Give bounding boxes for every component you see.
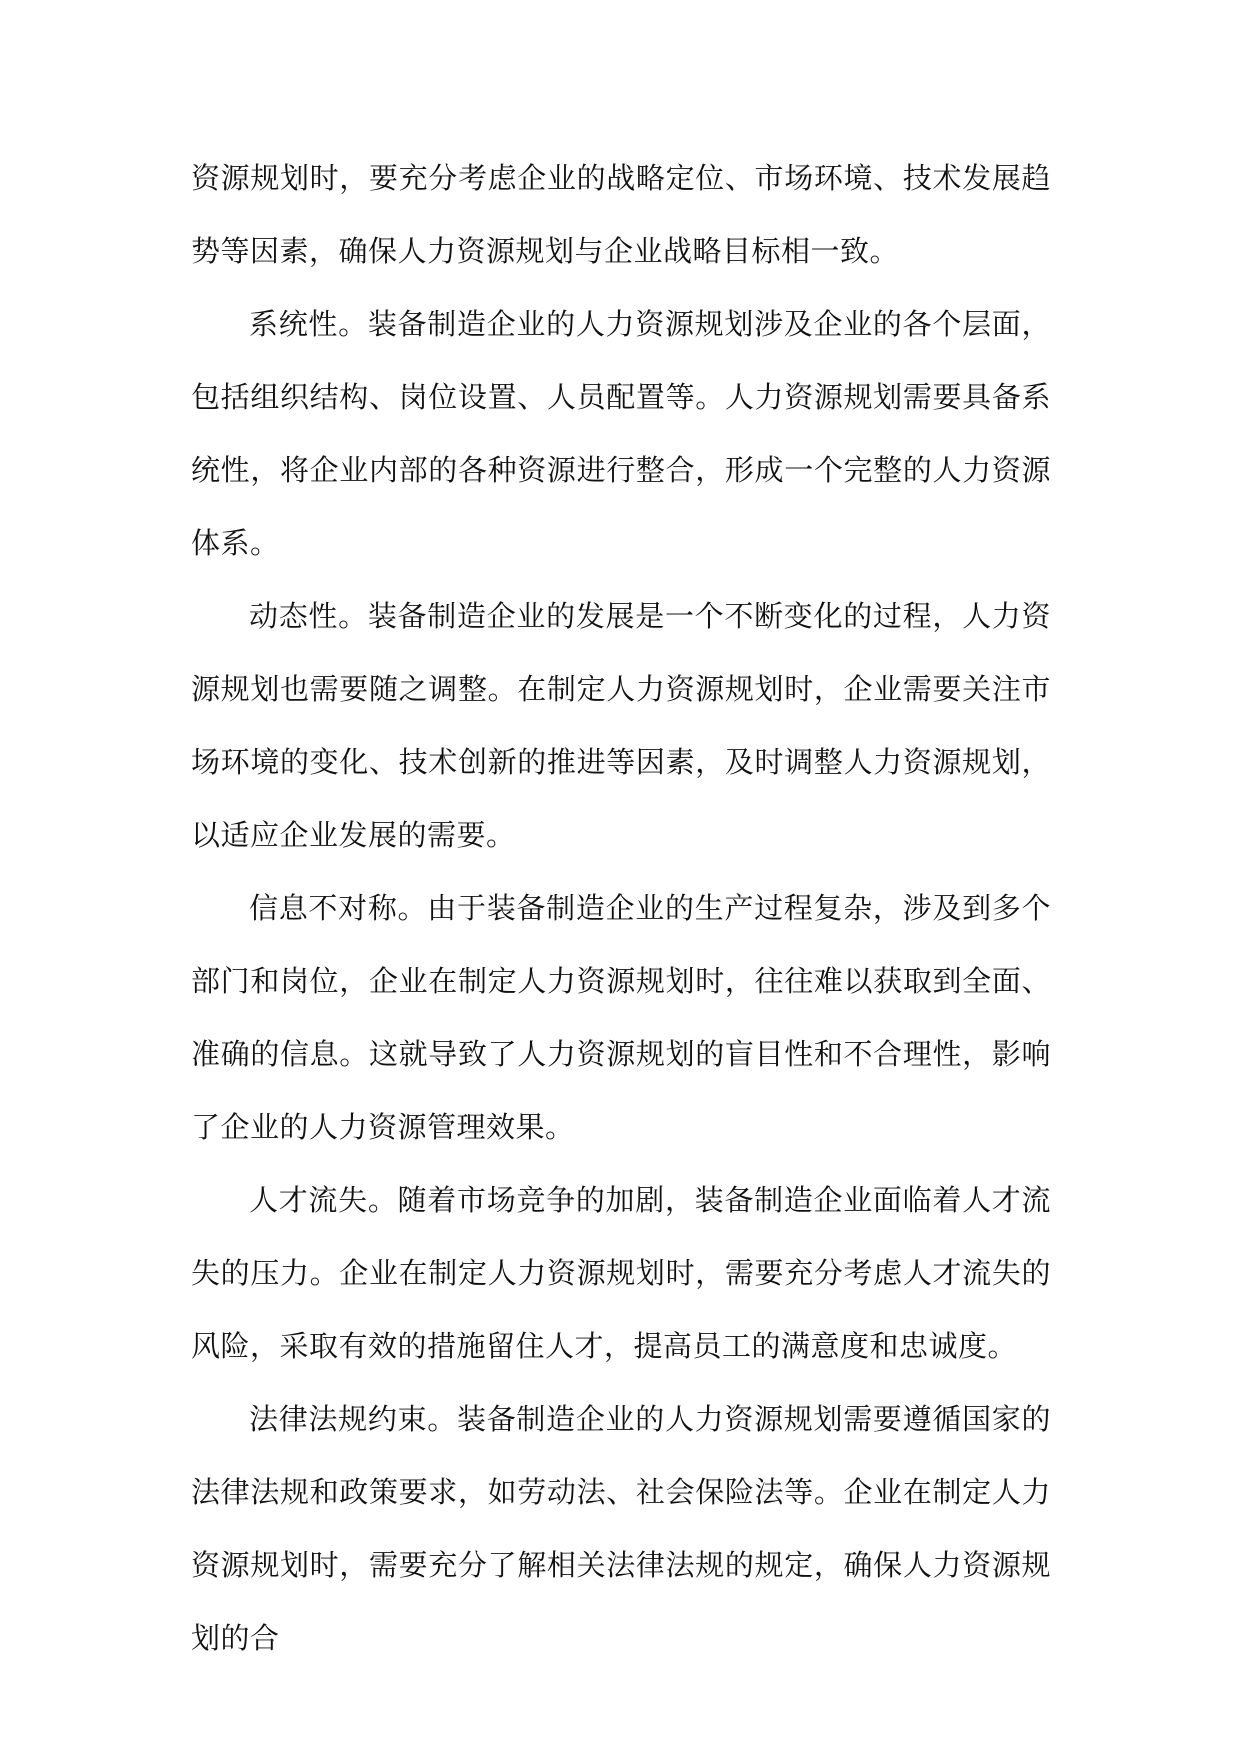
paragraph-legal-constraints: 法律法规约束。装备制造企业的人力资源规划需要遵循国家的法律法规和政策要求，如劳动法、社会保险法等。企业在制定人力资源规划时，需要充分了解相关法律法规的规定，确保人力资源规划的合 (191, 1402, 1051, 1655)
paragraph-dynamic: 动态性。装备制造企业的发展是一个不断变化的过程，人力资源规划也需要随之调整。在制定人力资源规划时，企业需要关注市场环境的变化、技术创新的推进等因素，及时调整人力资源规划，以适应企业发展的需要。 (191, 599, 1051, 852)
paragraph-information-asymmetry: 信息不对称。由于装备制造企业的生产过程复杂，涉及到多个部门和岗位，企业在制定人力资源规划时，往往难以获取到全面、准确的信息。这就导致了人力资源规划的盲目性和不合理性，影响了企业的人力资源管理效果。 (191, 891, 1051, 1144)
paragraph-systematic: 系统性。装备制造企业的人力资源规划涉及企业的各个层面，包括组织结构、岗位设置、人员配置等。人力资源规划需要具备系统性，将企业内部的各种资源进行整合，形成一个完整的人力资源体系。 (191, 307, 1051, 560)
paragraph-continuation: 资源规划时，要充分考虑企业的战略定位、市场环境、技术发展趋势等因素，确保人力资源规划与企业战略目标相一致。 (191, 161, 1051, 268)
paragraph-talent-loss: 人才流失。随着市场竞争的加剧，装备制造企业面临着人才流失的压力。企业在制定人力资源规划时，需要充分考虑人才流失的风险，采取有效的措施留住人才，提高员工的满意度和忠诚度。 (191, 1183, 1051, 1363)
document-body (191, 142, 1051, 1675)
